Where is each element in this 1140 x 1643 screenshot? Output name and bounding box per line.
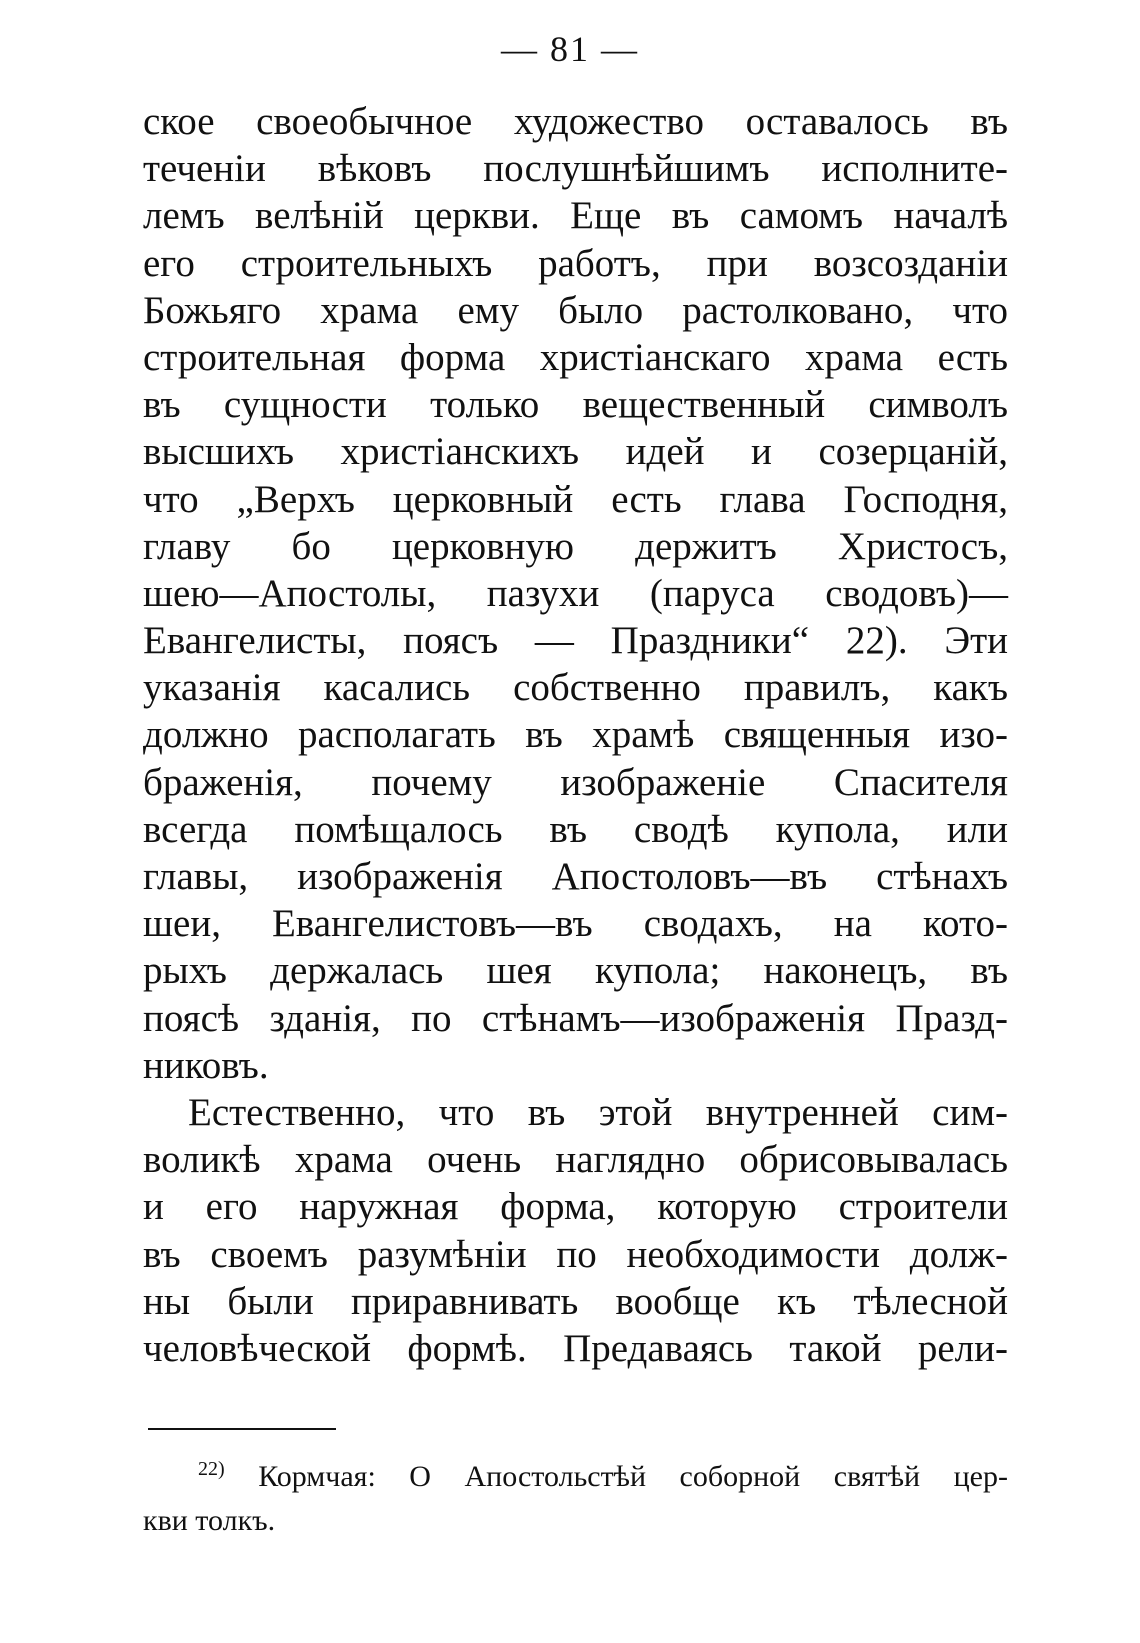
text-line: его строительныхъ работъ, при возсозданіи <box>143 241 1008 285</box>
footnote-divider <box>148 1428 336 1430</box>
text-line: поясѣ зданія, по стѣнамъ—изображенія Празд- <box>143 996 1008 1040</box>
footnote-text: Кормчая: О Апостольстѣй соборной святѣй цер- <box>258 1460 1008 1493</box>
text-line: человѣческой формѣ. Предаваясь такой рели- <box>143 1326 1008 1370</box>
text-line: всегда помѣщалось въ сводѣ купола, или <box>143 807 1008 851</box>
body-text <box>143 98 1008 1372</box>
text-line: шеи, Евангелистовъ—въ сводахъ, на кото- <box>143 902 1008 946</box>
text-line: главы, изображенія Апостоловъ—въ стѣнахъ <box>143 855 1008 898</box>
text-line: Евангелисты, поясъ — Праздники“ 22). Эти <box>143 619 1008 663</box>
text-line: что „Верхъ церковный есть глава Господня, <box>143 477 1008 521</box>
text-line-paragraph-start: Естественно, что въ этой внутренней сим- <box>188 1090 1008 1134</box>
text-line: никовъ. <box>143 1043 269 1087</box>
footnote <box>143 1455 1008 1543</box>
text-line: строительная форма христіанскаго храма есть <box>143 335 1008 379</box>
text-line: ское своеобычное художество оставалось въ <box>143 100 1008 143</box>
text-line: лемъ велѣній церкви. Еще въ самомъ началѣ <box>143 194 1008 238</box>
text-line: браженія, почему изображеніе Спасителя <box>143 760 1008 804</box>
text-line: указанія касались собственно правилъ, какъ <box>143 666 1008 710</box>
footnote-line <box>143 1455 1008 1499</box>
text-line: должно располагать въ храмѣ священныя изо- <box>143 713 1008 757</box>
text-line: Божьяго храма ему было растолковано, что <box>143 288 1008 332</box>
text-line: воликѣ храма очень наглядно обрисовывалась <box>143 1138 1008 1182</box>
text-line: теченіи вѣковъ послушнѣйшимъ исполните- <box>143 147 1008 191</box>
text-line: и его наружная форма, которую строители <box>143 1185 1008 1229</box>
text-line: въ своемъ разумѣніи по необходимости долж- <box>143 1232 1008 1276</box>
text-line: рыхъ держалась шея купола; наконецъ, въ <box>143 949 1008 993</box>
text-line: ны были приравнивать вообще къ тѣлесной <box>143 1279 1008 1323</box>
text-line: главу бо церковную держитъ Христосъ, <box>143 524 1008 568</box>
footnote-mark: 22) <box>198 1458 225 1480</box>
text-line: въ сущности только вещественный символъ <box>143 383 1008 427</box>
text-line: шею—Апостолы, пазухи (паруса сводовъ)— <box>143 571 1008 615</box>
page-number: — 81 — <box>501 29 639 69</box>
text-line: высшихъ христіанскихъ идей и созерцаній, <box>143 430 1008 474</box>
footnote-line: кви толкъ. <box>143 1504 276 1537</box>
